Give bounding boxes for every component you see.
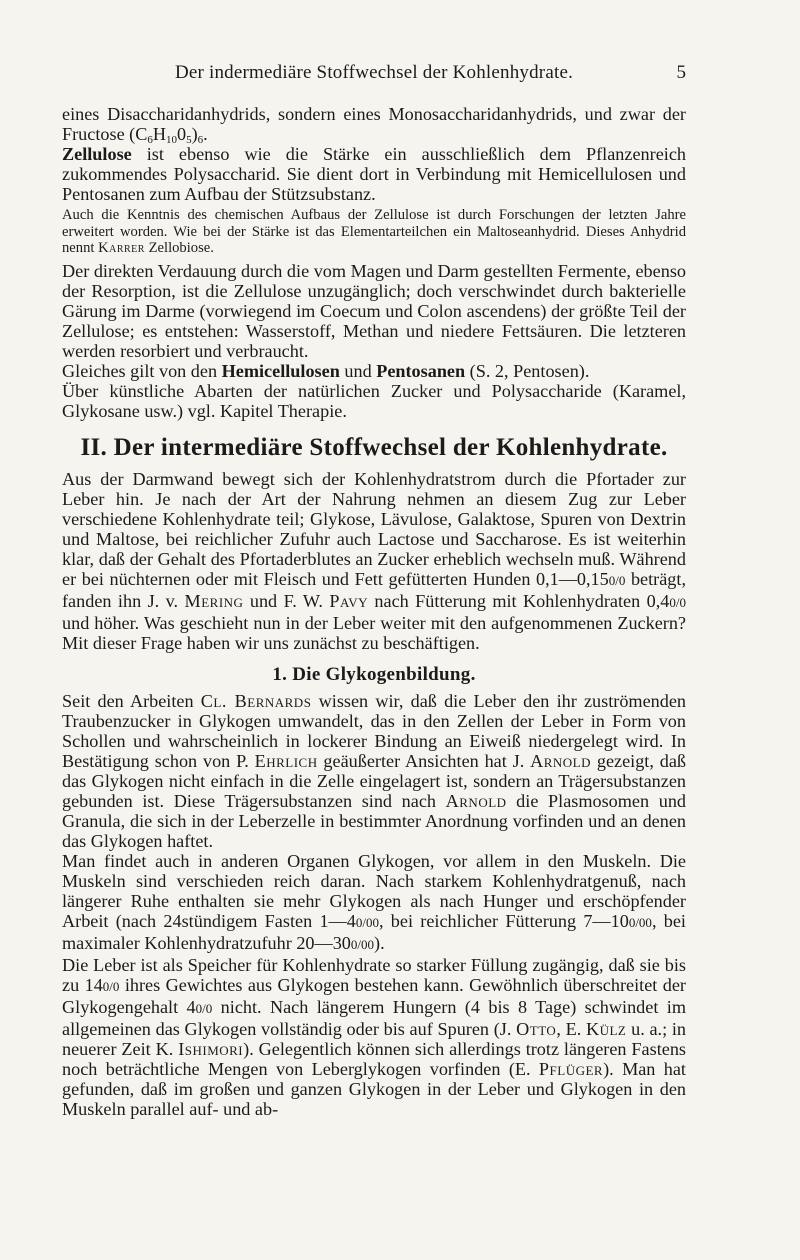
text-run: , bei maximaler Kohlenhydratzufuhr 20—30	[62, 910, 686, 953]
text-run: )	[191, 124, 198, 144]
text-run: ). Man hat gefunden, daß im großen und ganzen Glykogen in der Leber und Glykogen in den Muskeln parallel auf- und ab-	[62, 1058, 686, 1119]
term-hemicellulosen: Hemicellulosen	[221, 360, 340, 381]
page-number: 5	[676, 62, 686, 83]
text-run: nicht. Nach längerem Hungern (4 bis 8 Tage) schwindet im allgemeinen das Glykogen vollständig oder bis auf Spuren (J.	[62, 996, 686, 1039]
section-heading: II. Der intermediäre Stoffwechsel der Kohlenhydrate.	[80, 433, 668, 461]
percent-sign: 0/0	[669, 594, 686, 610]
text-run: und höher. Was geschieht nun in der Leber weiter mit den aufgenommenen Zuckern? Mit dieser Frage haben wir uns zunächst zu beschäftigen.	[62, 612, 686, 653]
paragraph-fructose	[62, 104, 686, 144]
text-run: ihres Gewichtes aus Glykogen bestehen kann. Gewöhnlich überschreitet der Glykogengehalt 4	[62, 974, 686, 1017]
subscript: 6	[147, 134, 153, 146]
author-name: Külz	[585, 1018, 627, 1039]
subsection-heading: 1. Die Glykogenbildung.	[272, 663, 476, 685]
text-run: ist ebenso wie die Stärke ein ausschließlich dem Pflanzenreich zukommendes Polysaccharid. Sie dient dort in Verbindung mit Hemicellulosen und Pentosanen zum Aufbau der Stützsubstanz.	[62, 144, 686, 204]
paragraph-speicher	[62, 955, 686, 1119]
author-name: Ehrlich	[254, 750, 318, 771]
page-header	[62, 62, 686, 86]
author-name: Ishimori	[178, 1038, 244, 1059]
text-run: ). Gelegentlich können sich allerdings trotz längeren Fastens noch beträchtliche Mengen von Leberglykogen vorfinden (E.	[62, 1038, 686, 1079]
author-name: Mering	[184, 590, 244, 611]
author-name: Pavy	[329, 590, 368, 611]
percent-sign: 0/0	[608, 572, 626, 588]
author-name: Arnold	[530, 750, 592, 771]
term-pentosanen: Pentosanen	[376, 360, 466, 381]
percent-sign: 0/0	[195, 1000, 213, 1016]
subscript: 6	[197, 134, 204, 146]
text-run: u. a.; in neuerer Zeit K.	[62, 1018, 686, 1059]
paragraph-muskeln	[62, 851, 686, 955]
paragraph-hemicellulosen	[62, 361, 686, 381]
text-run: 0	[177, 124, 187, 144]
text-run: Die Leber ist als Speicher für Kohlenhydrate so starker Füllung zugängig, daß sie bis zu 14	[62, 954, 686, 995]
permille-sign: 0/00	[350, 936, 375, 952]
note-zellulose	[62, 207, 686, 257]
text-run: und	[339, 360, 377, 381]
text-run: .	[203, 124, 208, 144]
author-name: Arnold	[445, 790, 507, 811]
text-run: Zellobiose.	[144, 240, 214, 256]
text-run: gezeigt, daß das Glykogen nicht einfach in die Zelle eingelagert ist, sondern an Trägersubstanzen gebunden ist. Diese Trägersubstanzen sind nach	[62, 750, 687, 811]
paragraph-pfortader	[62, 469, 686, 653]
author-name: Pflüger	[538, 1058, 604, 1079]
subscript: 10	[166, 134, 178, 146]
text-run: Seit den Arbeiten	[62, 690, 201, 711]
text-run: Aus der Darmwand bewegt sich der Kohlenhydratstrom durch die Pfortader zur Leber hin. Je nach der Art der Nahrung nehmen an diesem Zug zur Leber verschiedene Kohlenhydrate teil; Glykose, Lävulose, Galaktose, Spuren von Dextrin und Maltose, bei reichlicher Zufuhr auch Lactose und Saccharose. Es ist weiterhin klar, daß der Gehalt des Pfortaderblutes an Zucker erheblich wechseln muß. Während er bei nüchternen oder mit Fleisch und Fett gefütterten Hunden 0,1—0,15	[62, 468, 686, 589]
paragraph-therapie: Über künstliche Abarten der natürlichen Zucker und Polysaccharide (Karamel, Glykosane usw.) vgl. Kapitel Therapie.	[62, 380, 686, 421]
text-run: und F. W.	[243, 590, 330, 611]
body-text	[62, 104, 686, 1119]
text-run: die Plasmosomen und Granula, die sich in der Leberzelle in bestimmter Anordnung vorfinden und an denen das Glykogen haftet.	[62, 790, 687, 851]
subscript: 5	[186, 134, 192, 146]
permille-sign: 0/00	[628, 914, 652, 930]
paragraph-bernard	[62, 691, 686, 851]
text-run: Auch die Kenntnis des chemischen Aufbaus der Zellulose ist durch Forschungen der letzten Jahre erweitert worden. Wie bei der Stärke ist das Elementarteilchen ein Maltoseanhydrid. Dieses Anhydrid nennt	[62, 207, 686, 256]
text-run: eines Disaccharidanhydrids, sondern eines Monosaccharidanhydrids, und zwar	[62, 104, 655, 124]
permille-sign: 0/00	[355, 914, 379, 930]
text-run: ).	[374, 932, 385, 953]
text-run: geäußerter Ansichten hat J.	[317, 750, 531, 771]
text-run: wissen wir, daß die Leber den ihr zuströmenden Traubenzucker in Glykogen umwandelt, das in den Zellen der Leber in Form von Schollen und wahrscheinlich in lockerer Bindung an Eiweiß niedergelegt wird. In Bestätigung schon von P.	[62, 690, 686, 771]
text-run: H	[152, 124, 167, 144]
text-run: , bei reichlicher Fütterung 7—10	[378, 910, 629, 931]
text-run: Man findet auch in anderen Organen Glykogen, vor allem in den Muskeln. Die Muskeln sind verschieden reich daran. Nach starkem Kohlenhydratgenuß, nach längerer Ruhe enthalten sie mehr Glykogen als nach Hunger und erschöpfender Arbeit (nach 24stündigem Fasten 1—4	[62, 850, 686, 931]
text-run: der Fructose (C	[62, 104, 686, 144]
author-name: Otto	[516, 1018, 557, 1039]
text-run: Gleiches gilt von den	[62, 360, 222, 381]
text-run: beträgt, fanden ihn J. v.	[62, 568, 686, 611]
author-name: Karrer	[98, 240, 145, 256]
author-name: Cl. Bernards	[200, 690, 312, 711]
text-run: (S. 2, Pentosen).	[465, 360, 590, 381]
text-run: nach Fütterung mit Kohlenhydraten 0,4	[367, 590, 670, 611]
paragraph-verdauung: Der direkten Verdauung durch die vom Magen und Darm gestellten Fermente, ebenso der Resorption, ist die Zellulose unzugänglich; doch verschwindet durch bakterielle Gärung im Darme (vorwiegend im Coecum und Colon ascendens) der größte Teil der Zellulose; es entstehen: Wasserstoff, Methan und niedere Fettsäuren. Die letzteren werden resorbiert und verbraucht.	[62, 260, 686, 361]
percent-sign: 0/0	[102, 978, 120, 994]
text-run: , E.	[556, 1018, 586, 1039]
running-title: Der indermediäre Stoffwechsel der Kohlenhydrate.	[174, 62, 574, 83]
term-zellulose: Zellulose	[62, 144, 132, 164]
paragraph-zellulose	[62, 144, 686, 204]
